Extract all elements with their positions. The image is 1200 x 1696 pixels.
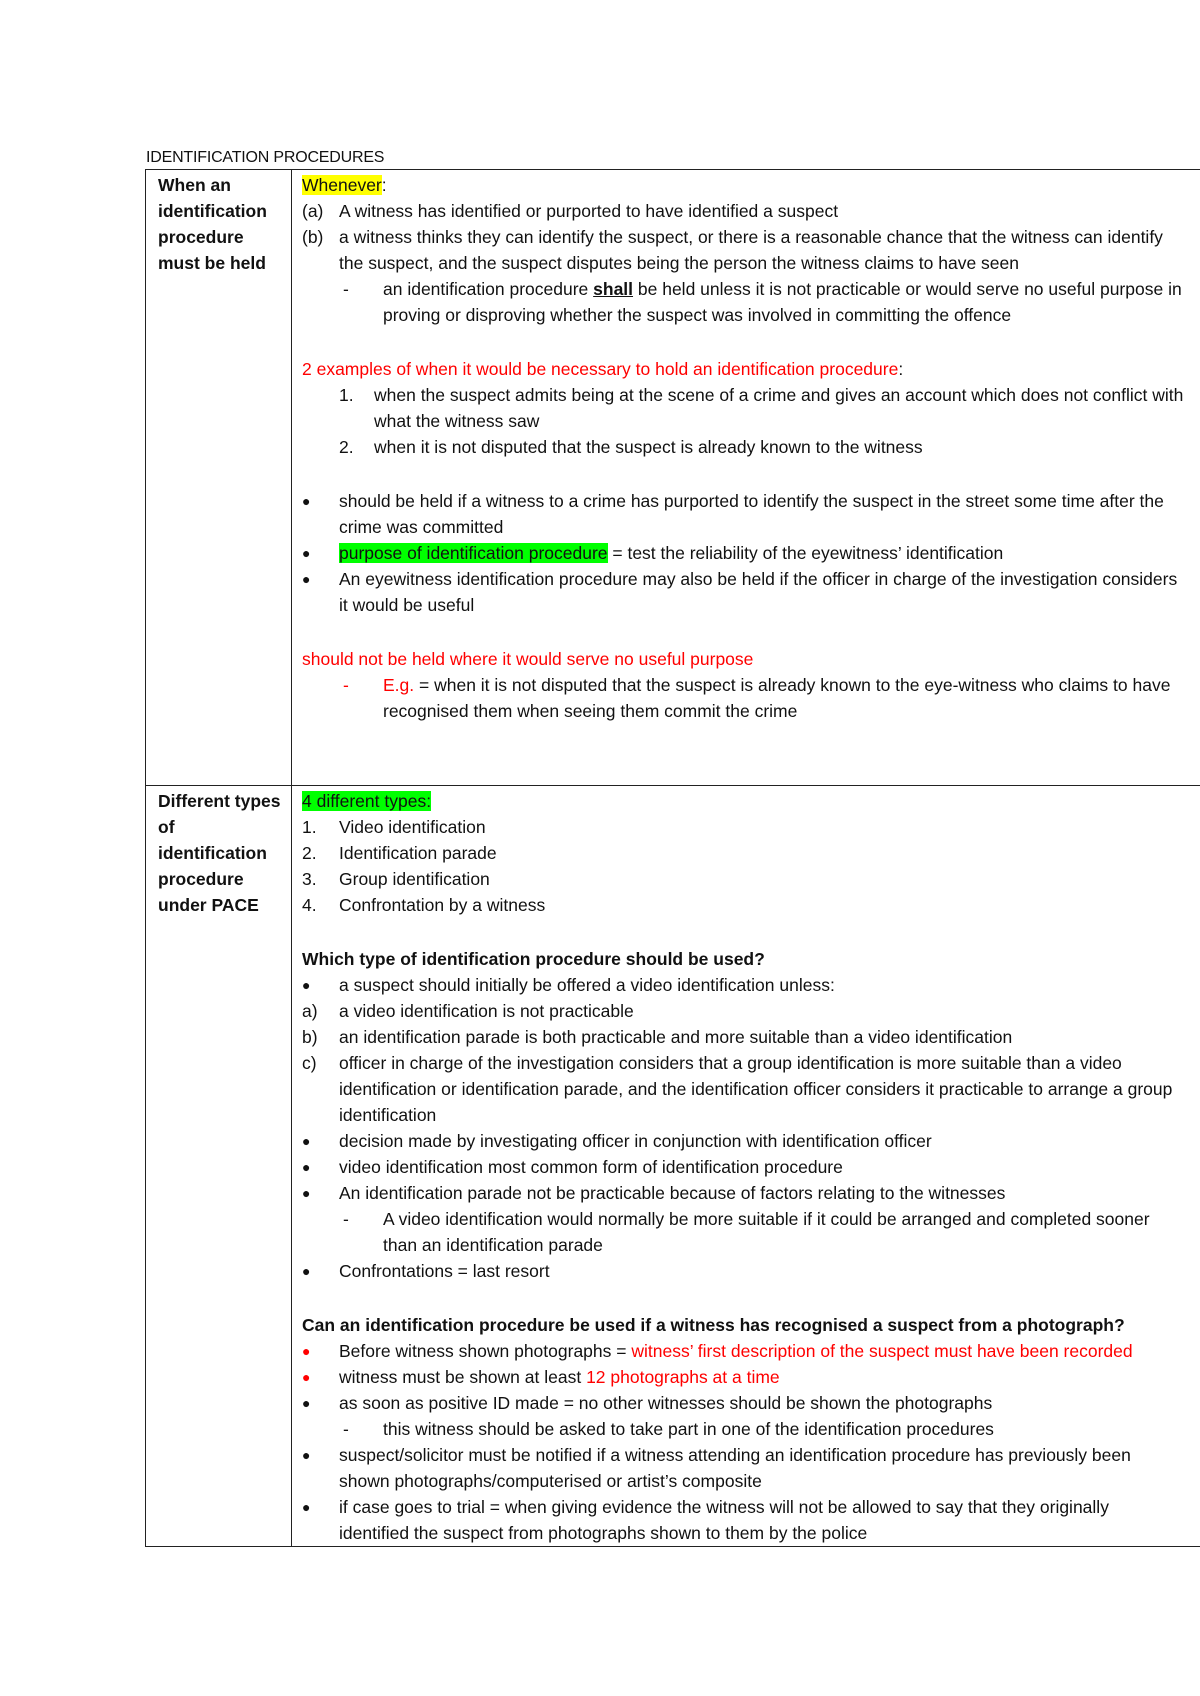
bullet-item: ● Confrontations = last resort <box>302 1258 1200 1284</box>
row-heading <box>146 170 292 786</box>
heading-line: must be held <box>158 253 266 273</box>
heading-line: procedure <box>158 869 244 889</box>
bullet-item: ● if case goes to trial = when giving evidence the witness will not be allowed to say that they originally <box>302 1494 1200 1520</box>
bullet-icon: ● <box>302 1133 311 1149</box>
row-heading <box>146 786 292 1547</box>
dash-item-continuation: proving or disproving whether the suspect was involved in committing the offence <box>383 305 1012 325</box>
bullet-item-continuation: shown photographs/computerised or artist’s composite <box>339 1471 762 1491</box>
bullet-item: ● Before witness shown photographs = witness’ first description of the suspect must have been recorded <box>302 1338 1200 1364</box>
row-content <box>292 170 1200 786</box>
numbered-item: 2. when it is not disputed that the suspect is already known to the witness <box>339 437 923 457</box>
bullet-item: ● An identification parade not be practicable because of factors relating to the witnesses <box>302 1180 1200 1206</box>
bullet-item-continuation: identified the suspect from photographs shown to them by the police <box>339 1523 868 1543</box>
bullet-icon: ● <box>302 1185 311 1201</box>
bullet-item: ● decision made by investigating officer in conjunction with identification officer <box>302 1128 1200 1154</box>
bullet-item-continuation: crime was committed <box>339 517 504 537</box>
lettered-item: b) an identification parade is both practicable and more suitable than a video identification <box>302 1027 1013 1047</box>
bullet-icon: ● <box>302 1369 311 1385</box>
bullet-item: ● purpose of identification procedure = test the reliability of the eyewitness’ identification <box>302 540 1200 566</box>
bullet-item: ● suspect/solicitor must be notified if a witness attending an identification procedure has previously been <box>302 1442 1200 1468</box>
bullet-icon: ● <box>302 1263 311 1279</box>
bullet-icon: ● <box>302 545 311 561</box>
bullet-icon: ● <box>302 1159 311 1175</box>
photo-heading: Can an identification procedure be used if a witness has recognised a suspect from a photograph? <box>302 1315 1125 1335</box>
highlight-whenever: Whenever <box>302 175 382 195</box>
highlight-purpose: purpose of identification procedure <box>339 543 608 563</box>
bullet-item-continuation: it would be useful <box>339 595 475 615</box>
table-row <box>146 786 1200 1547</box>
document-title: IDENTIFICATION PROCEDURES <box>146 149 385 166</box>
lettered-item: c) officer in charge of the investigation considers that a group identification is more suitable than a video <box>302 1053 1122 1073</box>
whenever-line: Whenever: <box>302 175 387 195</box>
list-item: (b) a witness thinks they can identify the suspect, or there is a reasonable chance that the witness can identify <box>302 227 1163 247</box>
which-heading: Which type of identification procedure should be used? <box>302 949 765 969</box>
bullet-icon: ● <box>302 1395 311 1411</box>
bullet-item: ● should be held if a witness to a crime has purported to identify the suspect in the street some time after the <box>302 488 1200 514</box>
heading-line: under PACE <box>158 895 259 915</box>
numbered-item: 3. Group identification <box>302 869 490 889</box>
bullet-item: ● video identification most common form of identification procedure <box>302 1154 1200 1180</box>
bullet-icon: ● <box>302 1447 311 1463</box>
heading-line: Different types <box>158 791 281 811</box>
highlight-types: 4 different types: <box>302 791 432 811</box>
bullet-item: ● a suspect should initially be offered a video identification unless: <box>302 972 1200 998</box>
heading-line: of <box>158 817 175 837</box>
bullet-icon: ● <box>302 1343 311 1359</box>
heading-line: identification <box>158 201 267 221</box>
numbered-item: 1. when the suspect admits being at the scene of a crime and gives an account which does not conflict with <box>339 385 1184 405</box>
bullet-item: ● An eyewitness identification procedure may also be held if the officer in charge of the investigation considers <box>302 566 1200 592</box>
heading-line: When an <box>158 175 231 195</box>
dash-item: - A video identification would normally be more suitable if it could be arranged and completed sooner <box>343 1209 1150 1229</box>
dash-item: - E.g. = when it is not disputed that the suspect is already known to the eye-witness who claims to have <box>343 675 1171 695</box>
bullet-item: ● as soon as positive ID made = no other witnesses should be shown the photographs <box>302 1390 1200 1416</box>
dash-item: - this witness should be asked to take part in one of the identification procedures <box>343 1419 994 1439</box>
examples-heading: 2 examples of when it would be necessary to hold an identification procedure: <box>302 359 904 379</box>
bullet-item: ● witness must be shown at least 12 photographs at a time <box>302 1364 1200 1390</box>
numbered-item: 1. Video identification <box>302 817 486 837</box>
lettered-item: a) a video identification is not practicable <box>302 1001 634 1021</box>
bullet-icon: ● <box>302 1499 311 1515</box>
types-heading <box>302 788 1200 814</box>
list-item: (a) A witness has identified or purported to have identified a suspect <box>302 201 839 221</box>
not-held-heading: should not be held where it would serve no useful purpose <box>302 649 754 669</box>
lettered-item-continuation: identification <box>339 1105 437 1125</box>
numbered-item-continuation: what the witness saw <box>374 411 540 431</box>
notes-table <box>145 169 1200 1547</box>
dash-item-continuation: recognised them when seeing them commit the crime <box>383 701 798 721</box>
table-row <box>146 170 1200 786</box>
list-item-continuation: the suspect, and the suspect disputes being the person the witness claims to have seen <box>339 253 1019 273</box>
numbered-item: 4. Confrontation by a witness <box>302 895 546 915</box>
shall-emphasis: shall <box>593 279 634 299</box>
heading-line: identification <box>158 843 267 863</box>
bullet-icon: ● <box>302 977 311 993</box>
numbered-item: 2. Identification parade <box>302 843 497 863</box>
row-content <box>292 786 1200 1547</box>
lettered-item-continuation: identification or identification parade, and the identification officer considers it practicable to arrange a group <box>339 1079 1173 1099</box>
heading-line: procedure <box>158 227 244 247</box>
dash-item: - an identification procedure shall be held unless it is not practicable or would serve no useful purpose in <box>343 279 1182 299</box>
dash-item-continuation: than an identification parade <box>383 1235 603 1255</box>
bullet-icon: ● <box>302 493 311 509</box>
bullet-icon: ● <box>302 571 311 587</box>
